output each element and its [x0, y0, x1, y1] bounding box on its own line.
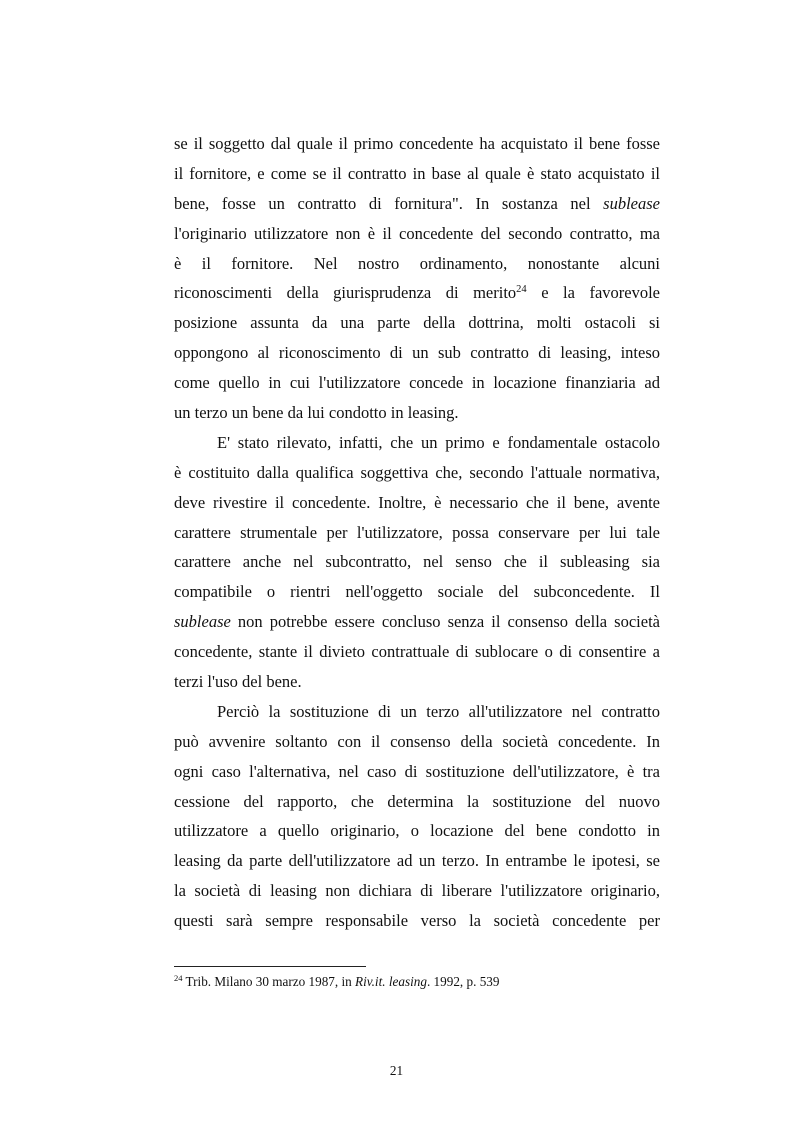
- text-line: compatibile o rientri nell'oggetto sociale del subconcedente. Il: [174, 582, 660, 602]
- text-line: carattere anche nel subcontratto, nel senso che il subleasing sia: [174, 552, 660, 572]
- italic-term: sublease: [174, 612, 231, 632]
- footnote-number: 24: [174, 973, 183, 983]
- text-line: terzi l'uso del bene.: [174, 672, 302, 692]
- italic-term: sublease: [603, 193, 660, 213]
- text-line: carattere strumentale per l'utilizzatore, possa conservare per lui tale: [174, 522, 660, 542]
- body-text: [174, 129, 660, 936]
- footnote-separator: [174, 966, 366, 967]
- text-line: è costituito dalla qualifica soggettiva che, secondo l'attuale normativa,: [174, 462, 660, 482]
- text-line: se il soggetto dal quale il primo concedente ha acquistato il bene fosse: [174, 134, 660, 153]
- footnote-text: Trib. Milano 30 marzo 1987, in: [182, 974, 356, 989]
- footnote-text-end: . 1992, p. 539: [426, 974, 500, 989]
- text-line: sublease non potrebbe essere concluso senza il consenso della società: [174, 612, 660, 632]
- text-line: può avvenire soltanto con il consenso della società concedente. In: [174, 731, 660, 751]
- text-line: è il fornitore. Nel nostro ordinamento, nonostante alcuni: [174, 253, 660, 273]
- text-line: utilizzatore a quello originario, o locazione del bene condotto in: [174, 821, 660, 841]
- text-line: bene, fosse un contratto di fornitura". In sostanza nel sublease: [174, 193, 660, 213]
- text-line: il fornitore, e come se il contratto in base al quale è stato acquistato il: [174, 163, 660, 183]
- footnote-reference[interactable]: 24: [516, 284, 527, 296]
- text-line: la società di leasing non dichiara di liberare l'utilizzatore originario,: [174, 881, 660, 901]
- text-line: riconoscimenti della giurisprudenza di merito$^{24}$ e la favorevole: [174, 283, 661, 303]
- page-number: 21: [389, 1063, 404, 1078]
- text-line: un terzo un bene da lui condotto in leasing.: [174, 403, 459, 423]
- text-line: l'originario utilizzatore non è il concedente del secondo contratto, ma: [174, 223, 660, 243]
- text-line: E' stato rilevato, infatti, che un primo e fondamentale ostacolo: [217, 432, 660, 452]
- text-line: deve rivestire il concedente. Inoltre, è necessario che il bene, avente: [174, 492, 660, 512]
- footnote-journal: Riv.it. leasing: [355, 974, 427, 989]
- text-line: leasing da parte dell'utilizzatore ad un terzo. In entrambe le ipotesi, se: [174, 851, 660, 871]
- footnote: [174, 973, 499, 991]
- text-line: come quello in cui l'utilizzatore concede in locazione finanziaria ad: [174, 373, 660, 393]
- text-line: posizione assunta da una parte della dottrina, molti ostacoli si: [174, 313, 660, 333]
- text-line: concedente, stante il divieto contrattuale di sublocare o di consentire a: [174, 642, 660, 662]
- text-line: oppongono al riconoscimento di un sub contratto di leasing, inteso: [174, 343, 660, 363]
- text-line: questi sarà sempre responsabile verso la società concedente per: [174, 911, 660, 931]
- text-line: cessione del rapporto, che determina la sostituzione del nuovo: [174, 791, 660, 811]
- text-line: ogni caso l'alternativa, nel caso di sostituzione dell'utilizzatore, è tra: [174, 761, 660, 781]
- text-line: Perciò la sostituzione di un terzo all'utilizzatore nel contratto: [217, 701, 660, 721]
